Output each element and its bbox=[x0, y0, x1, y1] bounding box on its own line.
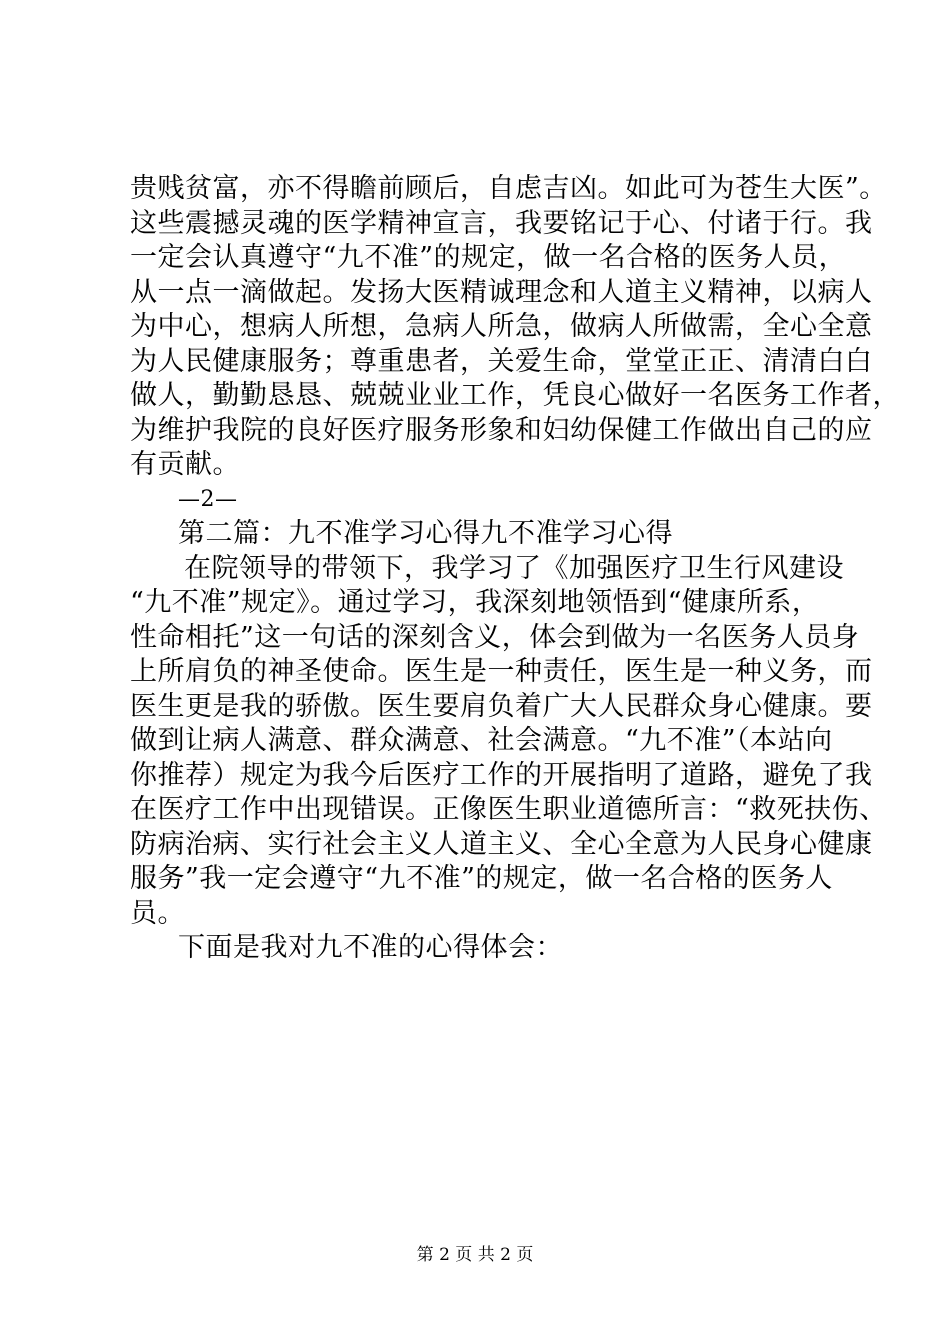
paragraph-line: 在医疗工作中出现错误。正像医生职业道德所言：“救死扶伤、 bbox=[130, 794, 887, 825]
paragraph-line: 贵贱贫富，亦不得瞻前顾后，自虑吉凶。如此可为苍生大医”。 bbox=[130, 173, 887, 204]
paragraph-line: 防病治病、实行社会主义人道主义、全心全意为人民身心健康 bbox=[130, 828, 873, 860]
paragraph-line: 服务”我一定会遵守“九不准”的规定，做一名合格的医务人 bbox=[130, 863, 833, 894]
paragraph-line: “九不准”规定》。通过学习，我深刻地领悟到“健康所系， bbox=[130, 587, 820, 618]
paragraph-line: 医生更是我的骄傲。医生要肩负着广大人民群众身心健康。要 bbox=[130, 690, 873, 722]
paragraph-line: 员。 bbox=[130, 897, 185, 929]
page-marker: —2— bbox=[178, 486, 238, 512]
paragraph-line: 上所肩负的神圣使命。医生是一种责任，医生是一种义务，而 bbox=[130, 656, 873, 687]
paragraph-line: 性命相托”这一句话的深刻含义，体会到做为一名医务人员身 bbox=[130, 621, 860, 653]
paragraph-line: 为人民健康服务；尊重患者，关爱生命，堂堂正正、清清白白 bbox=[130, 345, 873, 377]
document-body bbox=[130, 172, 900, 966]
paragraph-line: 这些震撼灵魂的医学精神宣言，我要铭记于心、付诸于行。我 bbox=[130, 207, 873, 239]
paragraph-line: 一定会认真遵守“九不准”的规定，做一名合格的医务人员， bbox=[130, 242, 847, 273]
paragraph-line: 做人，勤勤恳恳、兢兢业业工作，凭良心做好一名医务工作者， bbox=[130, 380, 900, 411]
section-one bbox=[130, 172, 900, 483]
paragraph-line: 为中心，想病人所想，急病人所急，做病人所做需，全心全意 bbox=[130, 311, 873, 342]
paragraph-line: 你推荐）规定为我今后医疗工作的开展指明了道路，避免了我 bbox=[130, 759, 873, 791]
paragraph-line: 有贡献。 bbox=[130, 449, 240, 480]
paragraph-line: 从一点一滴做起。发扬大医精诚理念和人道主义精神，以病人 bbox=[130, 276, 873, 308]
section-heading: 第二篇：九不准学习心得九不准学习心得 bbox=[178, 518, 673, 549]
page-footer: 第 2 页 共 2 页 bbox=[416, 1245, 534, 1265]
paragraph-line: 在院领导的带领下，我学习了《加强医疗卫生行风建设 bbox=[184, 552, 844, 584]
paragraph-line: 做到让病人满意、群众满意、社会满意。“九不准”（本站向 bbox=[130, 725, 833, 756]
section-two bbox=[130, 517, 887, 966]
closing-line: 下面是我对九不准的心得体会： bbox=[178, 932, 563, 963]
paragraph-line: 为维护我院的良好医疗服务形象和妇幼保健工作做出自己的应 bbox=[130, 414, 873, 446]
